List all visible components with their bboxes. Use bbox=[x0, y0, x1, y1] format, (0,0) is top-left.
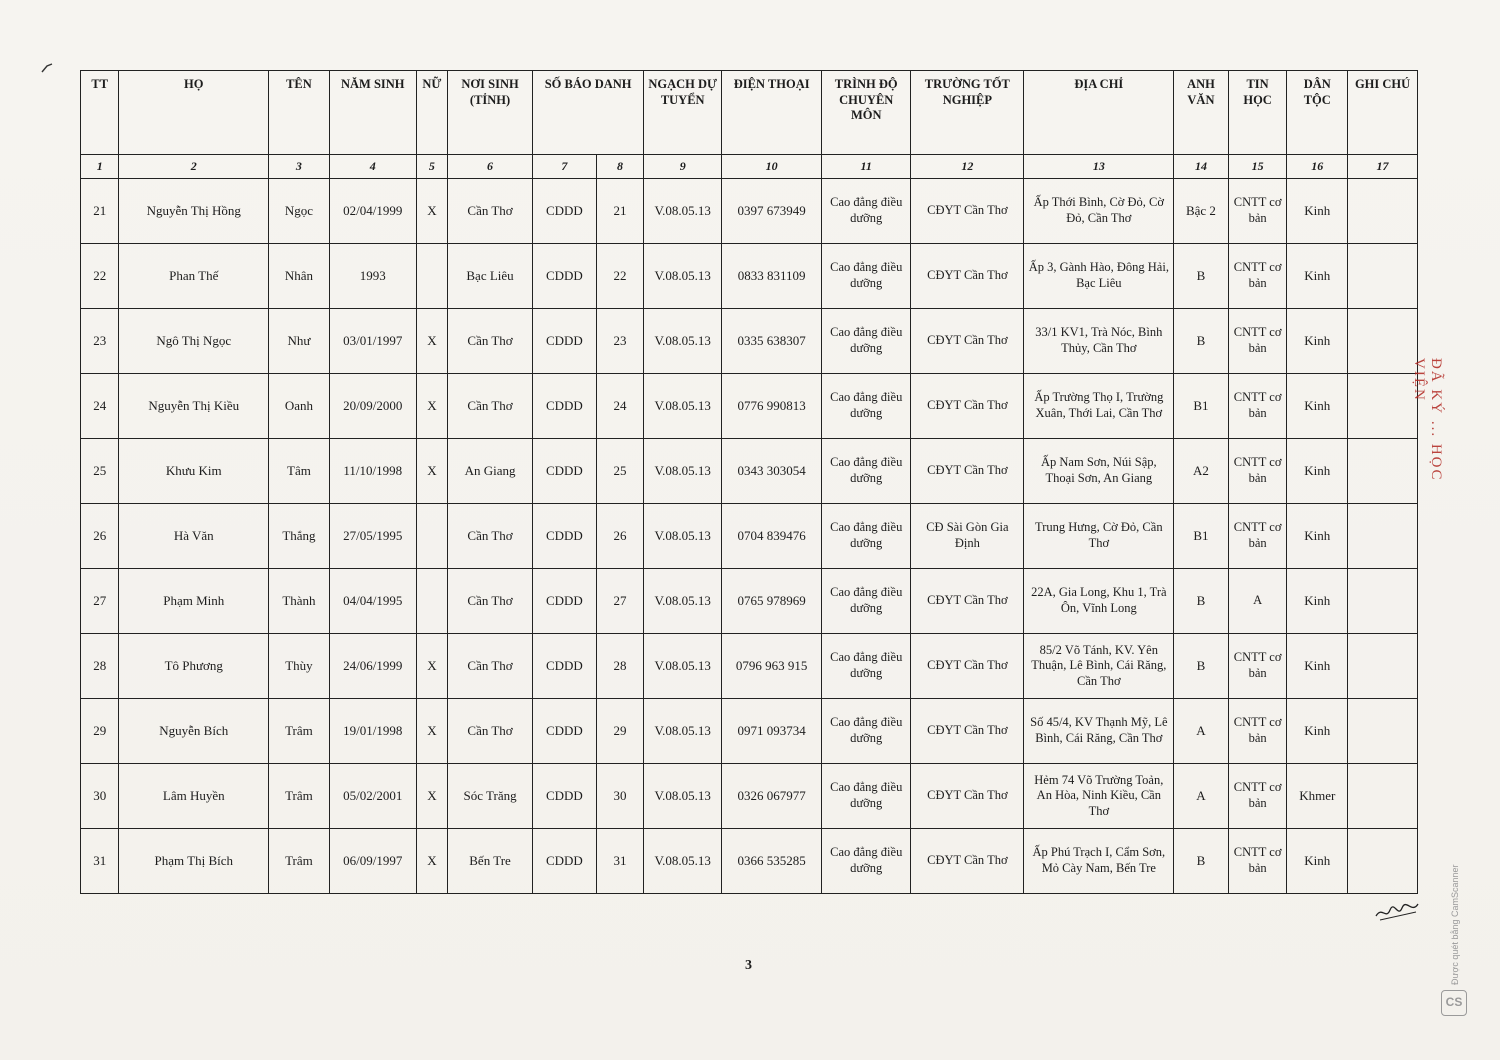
cell-trinh-do: Cao đẳng điều dưỡng bbox=[822, 374, 911, 439]
cell-tin-hoc: CNTT cơ bản bbox=[1228, 634, 1287, 699]
column-number: 5 bbox=[416, 155, 447, 179]
cell-dan-toc: Kinh bbox=[1287, 634, 1348, 699]
cell-ghi-chu bbox=[1348, 374, 1418, 439]
cell-nu: X bbox=[416, 439, 447, 504]
header-trinh-do: TRÌNH ĐỘ CHUYÊN MÔN bbox=[822, 71, 911, 155]
cell-anh-van: Bậc 2 bbox=[1174, 179, 1229, 244]
column-number: 1 bbox=[81, 155, 119, 179]
cell-ghi-chu bbox=[1348, 179, 1418, 244]
cell-dan-toc: Kinh bbox=[1287, 504, 1348, 569]
cell-ghi-chu bbox=[1348, 569, 1418, 634]
column-number: 12 bbox=[911, 155, 1024, 179]
cell-sbd-so: 28 bbox=[596, 634, 644, 699]
cell-tt: 24 bbox=[81, 374, 119, 439]
cell-sbd-so: 30 bbox=[596, 764, 644, 829]
table-row bbox=[81, 374, 1418, 439]
cell-ho: Phan Thế bbox=[119, 244, 269, 309]
cell-tin-hoc: CNTT cơ bản bbox=[1228, 439, 1287, 504]
cell-truong: CĐ Sài Gòn Gia Định bbox=[911, 504, 1024, 569]
cell-tt: 21 bbox=[81, 179, 119, 244]
cell-tin-hoc: CNTT cơ bản bbox=[1228, 699, 1287, 764]
cell-sbd-so: 26 bbox=[596, 504, 644, 569]
cell-tin-hoc: CNTT cơ bản bbox=[1228, 244, 1287, 309]
cell-tin-hoc: CNTT cơ bản bbox=[1228, 504, 1287, 569]
cell-ghi-chu bbox=[1348, 829, 1418, 894]
cell-dan-toc: Kinh bbox=[1287, 699, 1348, 764]
cell-nu: X bbox=[416, 374, 447, 439]
cell-ghi-chu bbox=[1348, 439, 1418, 504]
cell-truong: CĐYT Cần Thơ bbox=[911, 374, 1024, 439]
cell-tt: 31 bbox=[81, 829, 119, 894]
cell-dan-toc: Kinh bbox=[1287, 374, 1348, 439]
cell-nu: X bbox=[416, 699, 447, 764]
signature-initials bbox=[1372, 898, 1422, 924]
cell-tt: 22 bbox=[81, 244, 119, 309]
cell-ghi-chu bbox=[1348, 504, 1418, 569]
cell-trinh-do: Cao đẳng điều dưỡng bbox=[822, 699, 911, 764]
cell-sbd-ma: CDDD bbox=[533, 569, 597, 634]
cell-sbd-ma: CDDD bbox=[533, 374, 597, 439]
cell-ten: Thùy bbox=[269, 634, 330, 699]
cell-truong: CĐYT Cần Thơ bbox=[911, 699, 1024, 764]
header-anh-van: ANH VĂN bbox=[1174, 71, 1229, 155]
cell-trinh-do: Cao đẳng điều dưỡng bbox=[822, 244, 911, 309]
cell-dien-thoai: 0366 535285 bbox=[722, 829, 822, 894]
cell-ghi-chu bbox=[1348, 634, 1418, 699]
cell-sbd-ma: CDDD bbox=[533, 634, 597, 699]
cell-anh-van: B bbox=[1174, 829, 1229, 894]
cell-ghi-chu bbox=[1348, 244, 1418, 309]
table-row bbox=[81, 634, 1418, 699]
cell-ngach: V.08.05.13 bbox=[644, 829, 722, 894]
cell-ho: Nguyễn Thị Kiều bbox=[119, 374, 269, 439]
column-number: 2 bbox=[119, 155, 269, 179]
cell-ten: Trâm bbox=[269, 829, 330, 894]
column-number: 17 bbox=[1348, 155, 1418, 179]
cell-ho: Tô Phương bbox=[119, 634, 269, 699]
camscanner-logo-icon: CS bbox=[1441, 990, 1467, 1016]
header-ngach: NGẠCH DỰ TUYỂN bbox=[644, 71, 722, 155]
cell-ten: Thành bbox=[269, 569, 330, 634]
cell-ghi-chu bbox=[1348, 699, 1418, 764]
cell-tt: 26 bbox=[81, 504, 119, 569]
cell-tin-hoc: CNTT cơ bản bbox=[1228, 764, 1287, 829]
cell-truong: CĐYT Cần Thơ bbox=[911, 439, 1024, 504]
cell-nu: X bbox=[416, 634, 447, 699]
header-truong: TRƯỜNG TỐT NGHIỆP bbox=[911, 71, 1024, 155]
cell-nam-sinh: 03/01/1997 bbox=[329, 309, 416, 374]
cell-ho: Nguyễn Bích bbox=[119, 699, 269, 764]
cell-nu bbox=[416, 244, 447, 309]
cell-truong: CĐYT Cần Thơ bbox=[911, 634, 1024, 699]
cell-anh-van: B bbox=[1174, 309, 1229, 374]
cell-ngach: V.08.05.13 bbox=[644, 374, 722, 439]
cell-ten: Nhân bbox=[269, 244, 330, 309]
cell-nam-sinh: 27/05/1995 bbox=[329, 504, 416, 569]
column-number: 8 bbox=[596, 155, 644, 179]
cell-sbd-so: 25 bbox=[596, 439, 644, 504]
cell-noi-sinh: Cần Thơ bbox=[448, 504, 533, 569]
cell-anh-van: B bbox=[1174, 569, 1229, 634]
cell-sbd-so: 31 bbox=[596, 829, 644, 894]
scanner-watermark: Được quét bằng CamScanner bbox=[1450, 864, 1460, 985]
header-ten: TÊN bbox=[269, 71, 330, 155]
cell-ngach: V.08.05.13 bbox=[644, 439, 722, 504]
cell-sbd-ma: CDDD bbox=[533, 179, 597, 244]
cell-trinh-do: Cao đẳng điều dưỡng bbox=[822, 179, 911, 244]
header-nu: NỮ bbox=[416, 71, 447, 155]
cell-nam-sinh: 1993 bbox=[329, 244, 416, 309]
cell-noi-sinh: Cần Thơ bbox=[448, 634, 533, 699]
cell-ho: Phạm Minh bbox=[119, 569, 269, 634]
cell-dien-thoai: 0704 839476 bbox=[722, 504, 822, 569]
header-ho: HỌ bbox=[119, 71, 269, 155]
cell-noi-sinh: An Giang bbox=[448, 439, 533, 504]
cell-tin-hoc: A bbox=[1228, 569, 1287, 634]
cell-ngach: V.08.05.13 bbox=[644, 309, 722, 374]
cell-dan-toc: Kinh bbox=[1287, 569, 1348, 634]
cell-dan-toc: Kinh bbox=[1287, 439, 1348, 504]
cell-dia-chi: Ấp 3, Gành Hào, Đông Hải, Bạc Liêu bbox=[1024, 244, 1174, 309]
cell-dia-chi: Ấp Nam Sơn, Núi Sập, Thoại Sơn, An Giang bbox=[1024, 439, 1174, 504]
cell-ghi-chu bbox=[1348, 309, 1418, 374]
cell-nam-sinh: 19/01/1998 bbox=[329, 699, 416, 764]
cell-ngach: V.08.05.13 bbox=[644, 179, 722, 244]
cell-sbd-so: 27 bbox=[596, 569, 644, 634]
cell-truong: CĐYT Cần Thơ bbox=[911, 179, 1024, 244]
cell-sbd-ma: CDDD bbox=[533, 829, 597, 894]
cell-anh-van: A bbox=[1174, 764, 1229, 829]
cell-noi-sinh: Cần Thơ bbox=[448, 569, 533, 634]
header-so-bao-danh: SỐ BÁO DANH bbox=[533, 71, 644, 155]
table-row bbox=[81, 764, 1418, 829]
column-number: 14 bbox=[1174, 155, 1229, 179]
cell-nu: X bbox=[416, 764, 447, 829]
cell-nam-sinh: 05/02/2001 bbox=[329, 764, 416, 829]
cell-anh-van: B bbox=[1174, 244, 1229, 309]
cell-ten: Oanh bbox=[269, 374, 330, 439]
cell-sbd-ma: CDDD bbox=[533, 439, 597, 504]
cell-tt: 28 bbox=[81, 634, 119, 699]
cell-trinh-do: Cao đẳng điều dưỡng bbox=[822, 634, 911, 699]
cell-anh-van: A2 bbox=[1174, 439, 1229, 504]
cell-anh-van: B1 bbox=[1174, 374, 1229, 439]
cell-ten: Trâm bbox=[269, 699, 330, 764]
cell-nam-sinh: 02/04/1999 bbox=[329, 179, 416, 244]
cell-ten: Trâm bbox=[269, 764, 330, 829]
column-number: 11 bbox=[822, 155, 911, 179]
cell-ngach: V.08.05.13 bbox=[644, 504, 722, 569]
cell-noi-sinh: Cần Thơ bbox=[448, 309, 533, 374]
table-header-row bbox=[81, 71, 1418, 155]
cell-ngach: V.08.05.13 bbox=[644, 244, 722, 309]
cell-dien-thoai: 0343 303054 bbox=[722, 439, 822, 504]
cell-ho: Nguyễn Thị Hồng bbox=[119, 179, 269, 244]
cell-dia-chi: Ấp Phú Trạch I, Cẩm Sơn, Mỏ Cày Nam, Bến Tre bbox=[1024, 829, 1174, 894]
side-stamp: ĐÃ KÝ ... HỌC VIỆN bbox=[1411, 358, 1444, 482]
cell-dien-thoai: 0776 990813 bbox=[722, 374, 822, 439]
cell-sbd-ma: CDDD bbox=[533, 244, 597, 309]
cell-trinh-do: Cao đẳng điều dưỡng bbox=[822, 439, 911, 504]
cell-noi-sinh: Cần Thơ bbox=[448, 374, 533, 439]
cell-nu bbox=[416, 569, 447, 634]
column-number: 15 bbox=[1228, 155, 1287, 179]
cell-noi-sinh: Cần Thơ bbox=[448, 179, 533, 244]
cell-nam-sinh: 24/06/1999 bbox=[329, 634, 416, 699]
header-tt: TT bbox=[81, 71, 119, 155]
cell-tin-hoc: CNTT cơ bản bbox=[1228, 829, 1287, 894]
header-nam-sinh: NĂM SINH bbox=[329, 71, 416, 155]
column-number: 4 bbox=[329, 155, 416, 179]
cell-sbd-so: 22 bbox=[596, 244, 644, 309]
cell-sbd-ma: CDDD bbox=[533, 699, 597, 764]
cell-sbd-so: 21 bbox=[596, 179, 644, 244]
cell-trinh-do: Cao đẳng điều dưỡng bbox=[822, 309, 911, 374]
cell-truong: CĐYT Cần Thơ bbox=[911, 829, 1024, 894]
cell-noi-sinh: Bạc Liêu bbox=[448, 244, 533, 309]
column-number: 16 bbox=[1287, 155, 1348, 179]
cell-sbd-ma: CDDD bbox=[533, 504, 597, 569]
cell-ten: Thắng bbox=[269, 504, 330, 569]
cell-trinh-do: Cao đẳng điều dưỡng bbox=[822, 764, 911, 829]
cell-dia-chi: Trung Hưng, Cờ Đỏ, Cần Thơ bbox=[1024, 504, 1174, 569]
cell-ngach: V.08.05.13 bbox=[644, 699, 722, 764]
cell-trinh-do: Cao đẳng điều dưỡng bbox=[822, 829, 911, 894]
cell-nu: X bbox=[416, 309, 447, 374]
cell-sbd-so: 24 bbox=[596, 374, 644, 439]
table-row bbox=[81, 179, 1418, 244]
cell-dien-thoai: 0796 963 915 bbox=[722, 634, 822, 699]
header-ghi-chu: GHI CHÚ bbox=[1348, 71, 1418, 155]
pen-mark-icon bbox=[40, 62, 54, 74]
cell-anh-van: B1 bbox=[1174, 504, 1229, 569]
table-row bbox=[81, 439, 1418, 504]
cell-tt: 25 bbox=[81, 439, 119, 504]
cell-truong: CĐYT Cần Thơ bbox=[911, 569, 1024, 634]
cell-dia-chi: Ấp Trường Thọ I, Trường Xuân, Thới Lai, Cần Thơ bbox=[1024, 374, 1174, 439]
header-tin-hoc: TIN HỌC bbox=[1228, 71, 1287, 155]
cell-tin-hoc: CNTT cơ bản bbox=[1228, 179, 1287, 244]
cell-tt: 30 bbox=[81, 764, 119, 829]
cell-dien-thoai: 0765 978969 bbox=[722, 569, 822, 634]
cell-ngach: V.08.05.13 bbox=[644, 634, 722, 699]
cell-dan-toc: Kinh bbox=[1287, 244, 1348, 309]
cell-anh-van: A bbox=[1174, 699, 1229, 764]
cell-sbd-so: 23 bbox=[596, 309, 644, 374]
column-number: 10 bbox=[722, 155, 822, 179]
cell-dia-chi: 33/1 KV1, Trà Nóc, Bình Thủy, Cần Thơ bbox=[1024, 309, 1174, 374]
cell-dia-chi: 22A, Gia Long, Khu 1, Trà Ôn, Vĩnh Long bbox=[1024, 569, 1174, 634]
header-noi-sinh: NƠI SINH (TỈNH) bbox=[448, 71, 533, 155]
column-number: 13 bbox=[1024, 155, 1174, 179]
column-number: 7 bbox=[533, 155, 597, 179]
table-row bbox=[81, 569, 1418, 634]
cell-tt: 27 bbox=[81, 569, 119, 634]
cell-ngach: V.08.05.13 bbox=[644, 764, 722, 829]
column-number: 3 bbox=[269, 155, 330, 179]
cell-nu bbox=[416, 504, 447, 569]
column-number: 9 bbox=[644, 155, 722, 179]
cell-ten: Như bbox=[269, 309, 330, 374]
cell-dia-chi: 85/2 Võ Tánh, KV. Yên Thuận, Lê Bình, Cái Răng, Cần Thơ bbox=[1024, 634, 1174, 699]
cell-noi-sinh: Bến Tre bbox=[448, 829, 533, 894]
cell-trinh-do: Cao đẳng điều dưỡng bbox=[822, 504, 911, 569]
cell-dan-toc: Khmer bbox=[1287, 764, 1348, 829]
cell-trinh-do: Cao đẳng điều dưỡng bbox=[822, 569, 911, 634]
cell-nam-sinh: 04/04/1995 bbox=[329, 569, 416, 634]
cell-dien-thoai: 0971 093734 bbox=[722, 699, 822, 764]
cell-truong: CĐYT Cần Thơ bbox=[911, 309, 1024, 374]
cell-ho: Ngô Thị Ngọc bbox=[119, 309, 269, 374]
cell-dan-toc: Kinh bbox=[1287, 309, 1348, 374]
page-number: 3 bbox=[745, 958, 752, 973]
cell-dia-chi: Số 45/4, KV Thạnh Mỹ, Lê Bình, Cái Răng, Cần Thơ bbox=[1024, 699, 1174, 764]
cell-ghi-chu bbox=[1348, 764, 1418, 829]
cell-nu: X bbox=[416, 179, 447, 244]
cell-nam-sinh: 20/09/2000 bbox=[329, 374, 416, 439]
cell-dien-thoai: 0326 067977 bbox=[722, 764, 822, 829]
cell-ngach: V.08.05.13 bbox=[644, 569, 722, 634]
cell-nam-sinh: 11/10/1998 bbox=[329, 439, 416, 504]
cell-tt: 29 bbox=[81, 699, 119, 764]
header-dien-thoai: ĐIỆN THOẠI bbox=[722, 71, 822, 155]
cell-ten: Ngọc bbox=[269, 179, 330, 244]
cell-dia-chi: Hẻm 74 Võ Trường Toản, An Hòa, Ninh Kiều, Cần Thơ bbox=[1024, 764, 1174, 829]
cell-tt: 23 bbox=[81, 309, 119, 374]
column-number: 6 bbox=[448, 155, 533, 179]
table-row bbox=[81, 829, 1418, 894]
cell-ho: Phạm Thị Bích bbox=[119, 829, 269, 894]
table-row bbox=[81, 699, 1418, 764]
cell-ho: Hà Văn bbox=[119, 504, 269, 569]
table-row bbox=[81, 309, 1418, 374]
cell-dien-thoai: 0397 673949 bbox=[722, 179, 822, 244]
cell-dia-chi: Ấp Thới Bình, Cờ Đỏ, Cờ Đỏ, Cần Thơ bbox=[1024, 179, 1174, 244]
candidate-roster-table bbox=[80, 70, 1418, 894]
header-dan-toc: DÂN TỘC bbox=[1287, 71, 1348, 155]
cell-tin-hoc: CNTT cơ bản bbox=[1228, 309, 1287, 374]
cell-ho: Khưu Kim bbox=[119, 439, 269, 504]
cell-sbd-ma: CDDD bbox=[533, 764, 597, 829]
cell-truong: CĐYT Cần Thơ bbox=[911, 244, 1024, 309]
header-dia-chi: ĐỊA CHỈ bbox=[1024, 71, 1174, 155]
cell-dan-toc: Kinh bbox=[1287, 829, 1348, 894]
cell-tin-hoc: CNTT cơ bản bbox=[1228, 374, 1287, 439]
cell-nam-sinh: 06/09/1997 bbox=[329, 829, 416, 894]
cell-anh-van: B bbox=[1174, 634, 1229, 699]
cell-sbd-ma: CDDD bbox=[533, 309, 597, 374]
cell-ho: Lâm Huyền bbox=[119, 764, 269, 829]
cell-noi-sinh: Sóc Trăng bbox=[448, 764, 533, 829]
cell-sbd-so: 29 bbox=[596, 699, 644, 764]
cell-ten: Tâm bbox=[269, 439, 330, 504]
cell-dan-toc: Kinh bbox=[1287, 179, 1348, 244]
column-number-row bbox=[81, 155, 1418, 179]
table-row bbox=[81, 244, 1418, 309]
cell-dien-thoai: 0335 638307 bbox=[722, 309, 822, 374]
roster-body bbox=[81, 179, 1418, 894]
cell-truong: CĐYT Cần Thơ bbox=[911, 764, 1024, 829]
table-row bbox=[81, 504, 1418, 569]
cell-noi-sinh: Cần Thơ bbox=[448, 699, 533, 764]
cell-nu: X bbox=[416, 829, 447, 894]
cell-dien-thoai: 0833 831109 bbox=[722, 244, 822, 309]
